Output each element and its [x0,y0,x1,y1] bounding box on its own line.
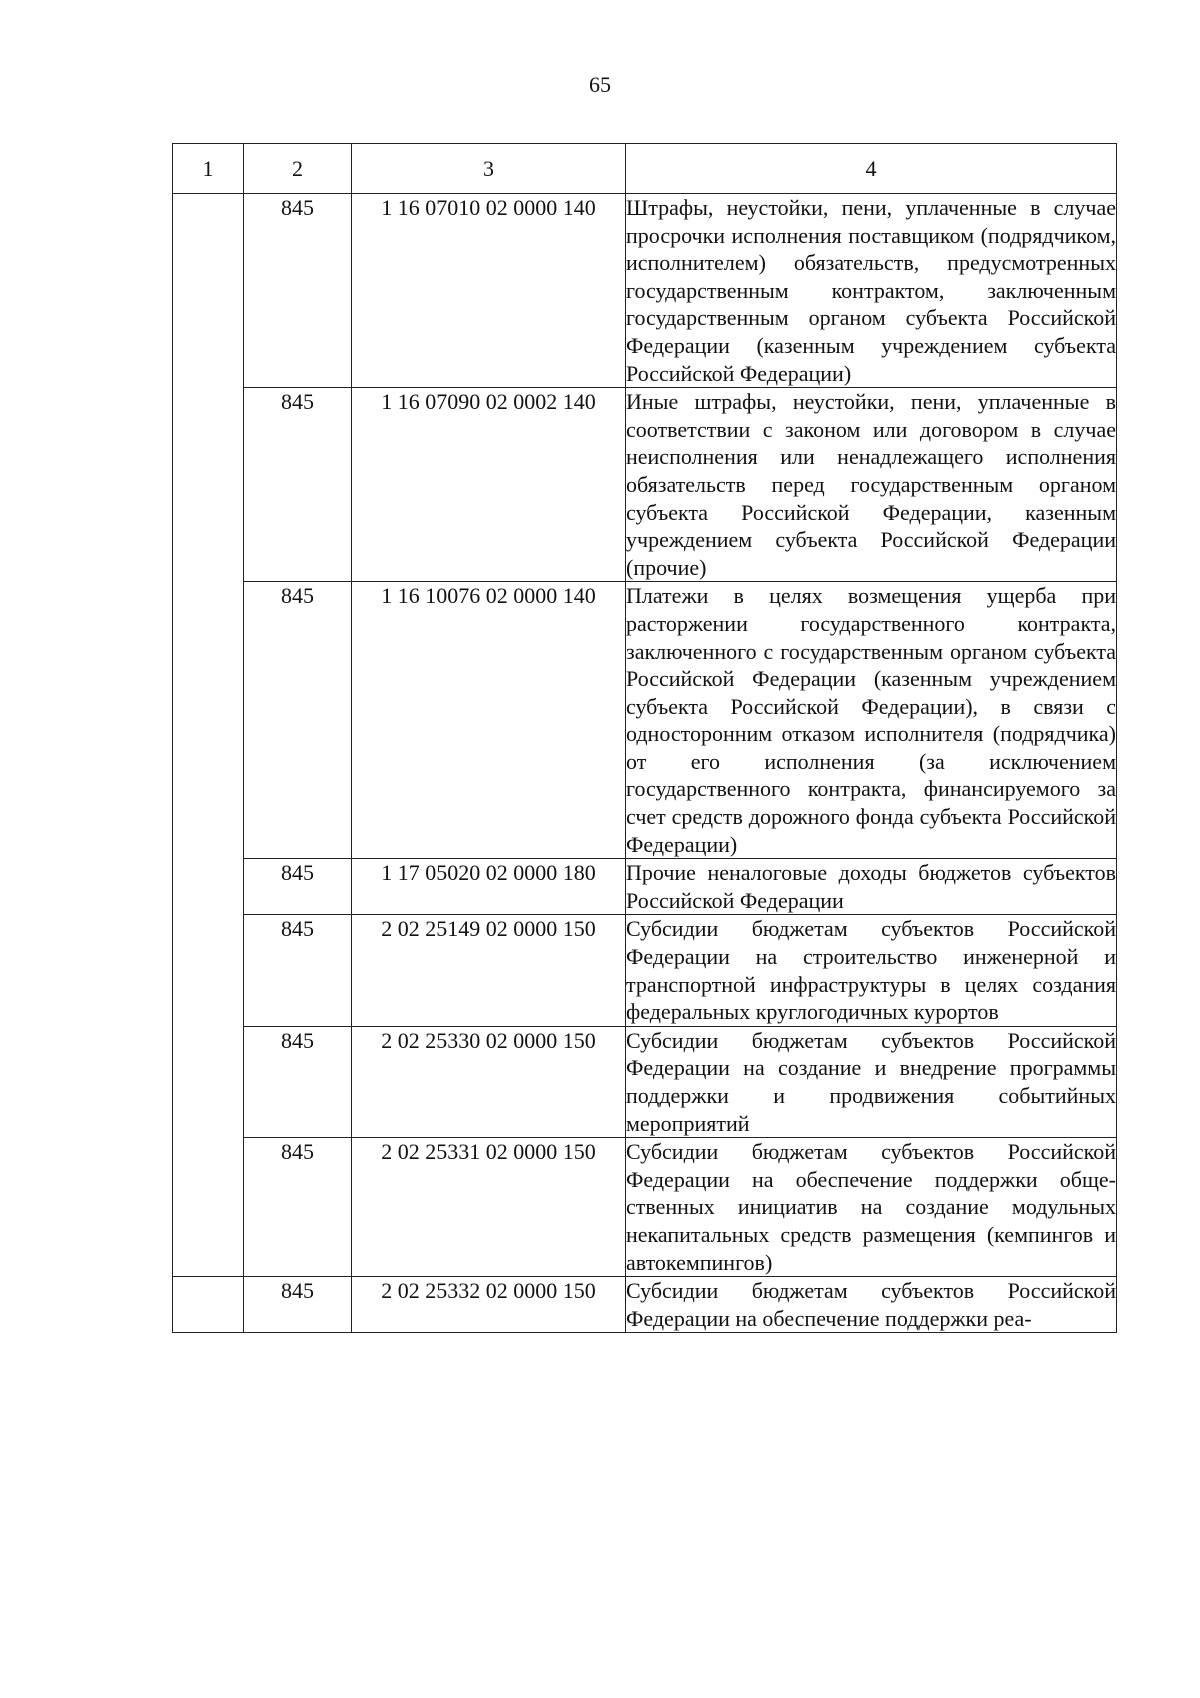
budget-code-cell: 1 16 10076 02 0000 140 [352,582,626,859]
column-header-4: 4 [626,144,1117,194]
column-header-1: 1 [173,144,244,194]
description-cell: Субсидии бюджетам субъектов Российской Федерации на создание и внедрение программы поддержки и продвижения событийных мероприятий [626,1026,1117,1137]
description-cell: Прочие неналоговые доходы бюджетов субъектов Российской Федерации [626,859,1117,915]
description-cell: Субсидии бюджетам субъектов Российской Федерации на обеспечение поддержки реа- [626,1277,1117,1333]
description-cell: Иные штрафы, неустойки, пени, уплаченные в соответствии с законом или договором в случае неисполнения или ненадлежащего исполнения обязательств перед государственным органом субъекта Российской Федерации, казенным учреждением субъекта Российской Федерации (прочие) [626,388,1117,582]
table-row [173,1026,1117,1137]
table-row [173,1138,1117,1277]
description-cell: Платежи в целях возмещения ущерба при расторжении государственного контракта, заключенного с государственным органом субъекта Российской Федерации (казенным учреждением субъекта Российской Федерации), в связи с односторонним отказом исполнителя (подрядчика) от его исполнения (за исключением государственного контракта, финансируемого за счет средств дорожного фонда субъекта Российской Федерации) [626,582,1117,859]
merged-first-column-cell [173,194,244,1277]
table-row [173,915,1117,1026]
budget-code-cell: 2 02 25330 02 0000 150 [352,1026,626,1137]
column-header-3: 3 [352,144,626,194]
admin-code-cell: 845 [244,1277,352,1333]
admin-code-cell: 845 [244,388,352,582]
admin-code-cell: 845 [244,859,352,915]
budget-code-cell: 1 16 07090 02 0002 140 [352,388,626,582]
budget-code-cell: 2 02 25331 02 0000 150 [352,1138,626,1277]
table-row [173,582,1117,859]
first-column-cell [173,1277,244,1333]
budget-code-cell: 2 02 25149 02 0000 150 [352,915,626,1026]
admin-code-cell: 845 [244,1026,352,1137]
page-number: 65 [589,72,611,97]
table-row [173,388,1117,582]
budget-code-cell: 1 17 05020 02 0000 180 [352,859,626,915]
admin-code-cell: 845 [244,915,352,1026]
column-header-2: 2 [244,144,352,194]
description-cell: Субсидии бюджетам субъектов Российской Федерации на строительство инженерной и транспортной инфраструктуры в целях создания федеральных круглогодичных курортов [626,915,1117,1026]
description-cell: Субсидии бюджетам субъектов Российской Федерации на обеспечение поддержки общественных инициатив на создание модульных некапитальных средств размещения (кемпингов и автокемпингов) [626,1138,1117,1277]
budget-code-cell: 2 02 25332 02 0000 150 [352,1277,626,1333]
description-cell: Штрафы, неустойки, пени, уплаченные в случае просрочки исполнения поставщиком (подрядчиком, исполнителем) обязательств, предусмотренных государственным контрактом, заключенным государственным органом субъекта Российской Федерации (казенным учреждением субъекта Российской Федерации) [626,194,1117,388]
table-row [173,194,1117,388]
admin-code-cell: 845 [244,582,352,859]
admin-code-cell: 845 [244,194,352,388]
table-row [173,859,1117,915]
budget-code-cell: 1 16 07010 02 0000 140 [352,194,626,388]
budget-revenue-table [172,143,1117,1333]
admin-code-cell: 845 [244,1138,352,1277]
table-header-row [173,144,1117,194]
table-row [173,1277,1117,1333]
